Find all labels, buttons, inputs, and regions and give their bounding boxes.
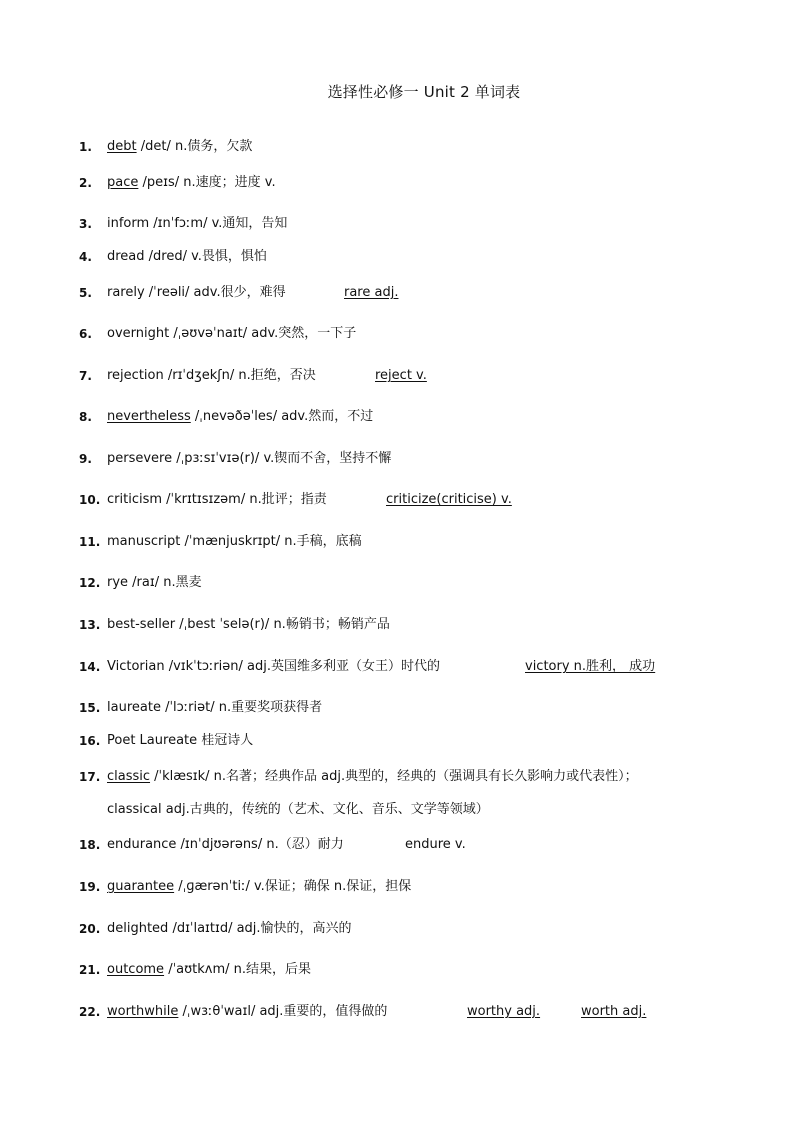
entry-headword: guarantee (107, 879, 175, 894)
entry-body (107, 833, 344, 857)
vocab-entry (0, 917, 794, 941)
vocab-entry (0, 655, 794, 679)
entry-definition: persevere /ˌpɜːsɪˈvɪə(r)/ v.锲而不舍，坚持不懈 (107, 451, 392, 466)
entry-definition: laureate /ˈlɔːriət/ n.重要奖项获得者 (107, 700, 323, 715)
entry-number: 17. (79, 770, 101, 784)
vocab-entry (0, 696, 794, 720)
entry-headword: worthwhile (107, 1004, 179, 1019)
entry-number: 8. (79, 410, 92, 424)
entry-body (107, 875, 411, 899)
vocab-entry (0, 613, 794, 637)
entry-number: 1. (79, 140, 92, 154)
entry-definition: inform /ɪnˈfɔːm/ v.通知，告知 (107, 216, 288, 231)
entry-number: 18. (79, 838, 101, 852)
entry-body (107, 917, 352, 941)
vocab-entry (0, 1000, 794, 1024)
entry-body (107, 405, 373, 429)
entry-number: 21. (79, 963, 101, 977)
entry-body (107, 798, 489, 822)
vocab-entry (0, 405, 794, 429)
entry-definition: rejection /rɪˈdʒekʃn/ n.拒绝，否决 (107, 368, 316, 383)
entry-body (107, 729, 253, 753)
vocab-entry (0, 212, 794, 236)
related-word: worth adj. (581, 1004, 647, 1019)
entry-number: 14. (79, 660, 101, 674)
entry-number: 11. (79, 535, 101, 549)
vocab-entry (0, 447, 794, 471)
entry-definition: overnight /ˌəʊvəˈnaɪt/ adv.突然，一下子 (107, 326, 357, 341)
entry-definition: /ˈklæsɪk/ n.名著；经典作品 adj.典型的，经典的（强调具有长久影响力或代表性）； (150, 769, 638, 784)
entry-body (107, 613, 390, 637)
entry-headword: nevertheless (107, 409, 191, 424)
entry-number: 20. (79, 922, 101, 936)
entry-number: 3. (79, 217, 92, 231)
entry-body (107, 281, 286, 305)
related-word: rare adj. (344, 285, 399, 300)
vocab-entry (0, 364, 794, 388)
entry-number: 10. (79, 493, 101, 507)
entry-body (107, 364, 316, 388)
entry-headword: classic (107, 769, 151, 784)
entry-number: 7. (79, 369, 92, 383)
entry-definition: /det/ n.债务，欠款 (136, 139, 253, 154)
vocab-entry (0, 875, 794, 899)
vocab-entry (0, 798, 794, 822)
entry-definition: criticism /ˈkrɪtɪsɪzəm/ n.批评；指责 (107, 492, 327, 507)
entry-body (107, 1000, 387, 1024)
vocab-entry (0, 958, 794, 982)
entry-number: 9. (79, 452, 92, 466)
vocab-entry (0, 833, 794, 857)
related-word: endure v. (405, 837, 466, 852)
related-word: victory n.胜利， 成功 (525, 659, 656, 674)
entry-definition: Victorian /vɪkˈtɔːriən/ adj.英国维多利亚（女王）时代的 (107, 659, 441, 674)
entry-body (107, 322, 356, 346)
entry-definition: dread /dred/ v.畏惧，惧怕 (107, 249, 267, 264)
entry-definition: /ˌnevəðəˈles/ adv.然而，不过 (190, 409, 374, 424)
entry-number: 19. (79, 880, 101, 894)
entry-body (107, 696, 322, 720)
entry-body (107, 245, 267, 269)
entry-number: 4. (79, 250, 92, 264)
vocab-entry (0, 571, 794, 595)
entry-body (107, 135, 252, 159)
entry-body (107, 571, 202, 595)
entry-number: 22. (79, 1005, 101, 1019)
vocab-entry (0, 245, 794, 269)
entry-number: 13. (79, 618, 101, 632)
entry-number: 12. (79, 576, 101, 590)
entry-definition: manuscript /ˈmænjuskrɪpt/ n.手稿，底稿 (107, 534, 362, 549)
entry-definition: rarely /ˈreəli/ adv.很少，难得 (107, 285, 286, 300)
entry-number: 16. (79, 734, 101, 748)
entry-definition: endurance /ɪnˈdjʊərəns/ n.（忍）耐力 (107, 837, 344, 852)
entry-number: 6. (79, 327, 92, 341)
entry-number: 15. (79, 701, 101, 715)
page-title: 选择性必修一 Unit 2 单词表 (327, 83, 521, 101)
entry-body (107, 765, 638, 789)
vocab-entry (0, 488, 794, 512)
vocab-entry (0, 135, 794, 159)
entry-definition: /ˈaʊtkʌm/ n.结果，后果 (164, 962, 312, 977)
related-word: reject v. (375, 368, 427, 383)
entry-body (107, 447, 391, 471)
entry-definition: /ˌwɜːθˈwaɪl/ adj.重要的，值得做的 (178, 1004, 388, 1019)
entry-body (107, 488, 327, 512)
entry-definition: /ˌɡærənˈtiː/ v.保证；确保 n.保证，担保 (174, 879, 412, 894)
entry-body (107, 655, 440, 679)
vocab-entry (0, 171, 794, 195)
entry-definition: /peɪs/ n.速度；进度 v. (138, 175, 276, 190)
entry-definition: delighted /dɪˈlaɪtɪd/ adj.愉快的，高兴的 (107, 921, 352, 936)
entry-number: 2. (79, 176, 92, 190)
entry-definition: classical adj.古典的，传统的（艺术、文化、音乐、文学等领域） (107, 802, 489, 817)
vocab-entry (0, 729, 794, 753)
vocab-entry (0, 322, 794, 346)
entry-definition: rye /raɪ/ n.黑麦 (107, 575, 202, 590)
entry-body (107, 530, 362, 554)
related-word: worthy adj. (467, 1004, 541, 1019)
entry-definition: best-seller /ˌbest ˈselə(r)/ n.畅销书；畅销产品 (107, 617, 390, 632)
entry-headword: outcome (107, 962, 165, 977)
entry-number: 5. (79, 286, 92, 300)
related-word: criticize(criticise) v. (386, 492, 512, 507)
entry-body (107, 212, 287, 236)
vocab-entry (0, 530, 794, 554)
entry-body (107, 958, 311, 982)
vocab-entry (0, 281, 794, 305)
entry-headword: debt (107, 139, 137, 154)
vocab-entry (0, 765, 794, 789)
entry-body (107, 171, 276, 195)
entry-definition: Poet Laureate 桂冠诗人 (107, 733, 254, 748)
entry-headword: pace (107, 175, 139, 190)
